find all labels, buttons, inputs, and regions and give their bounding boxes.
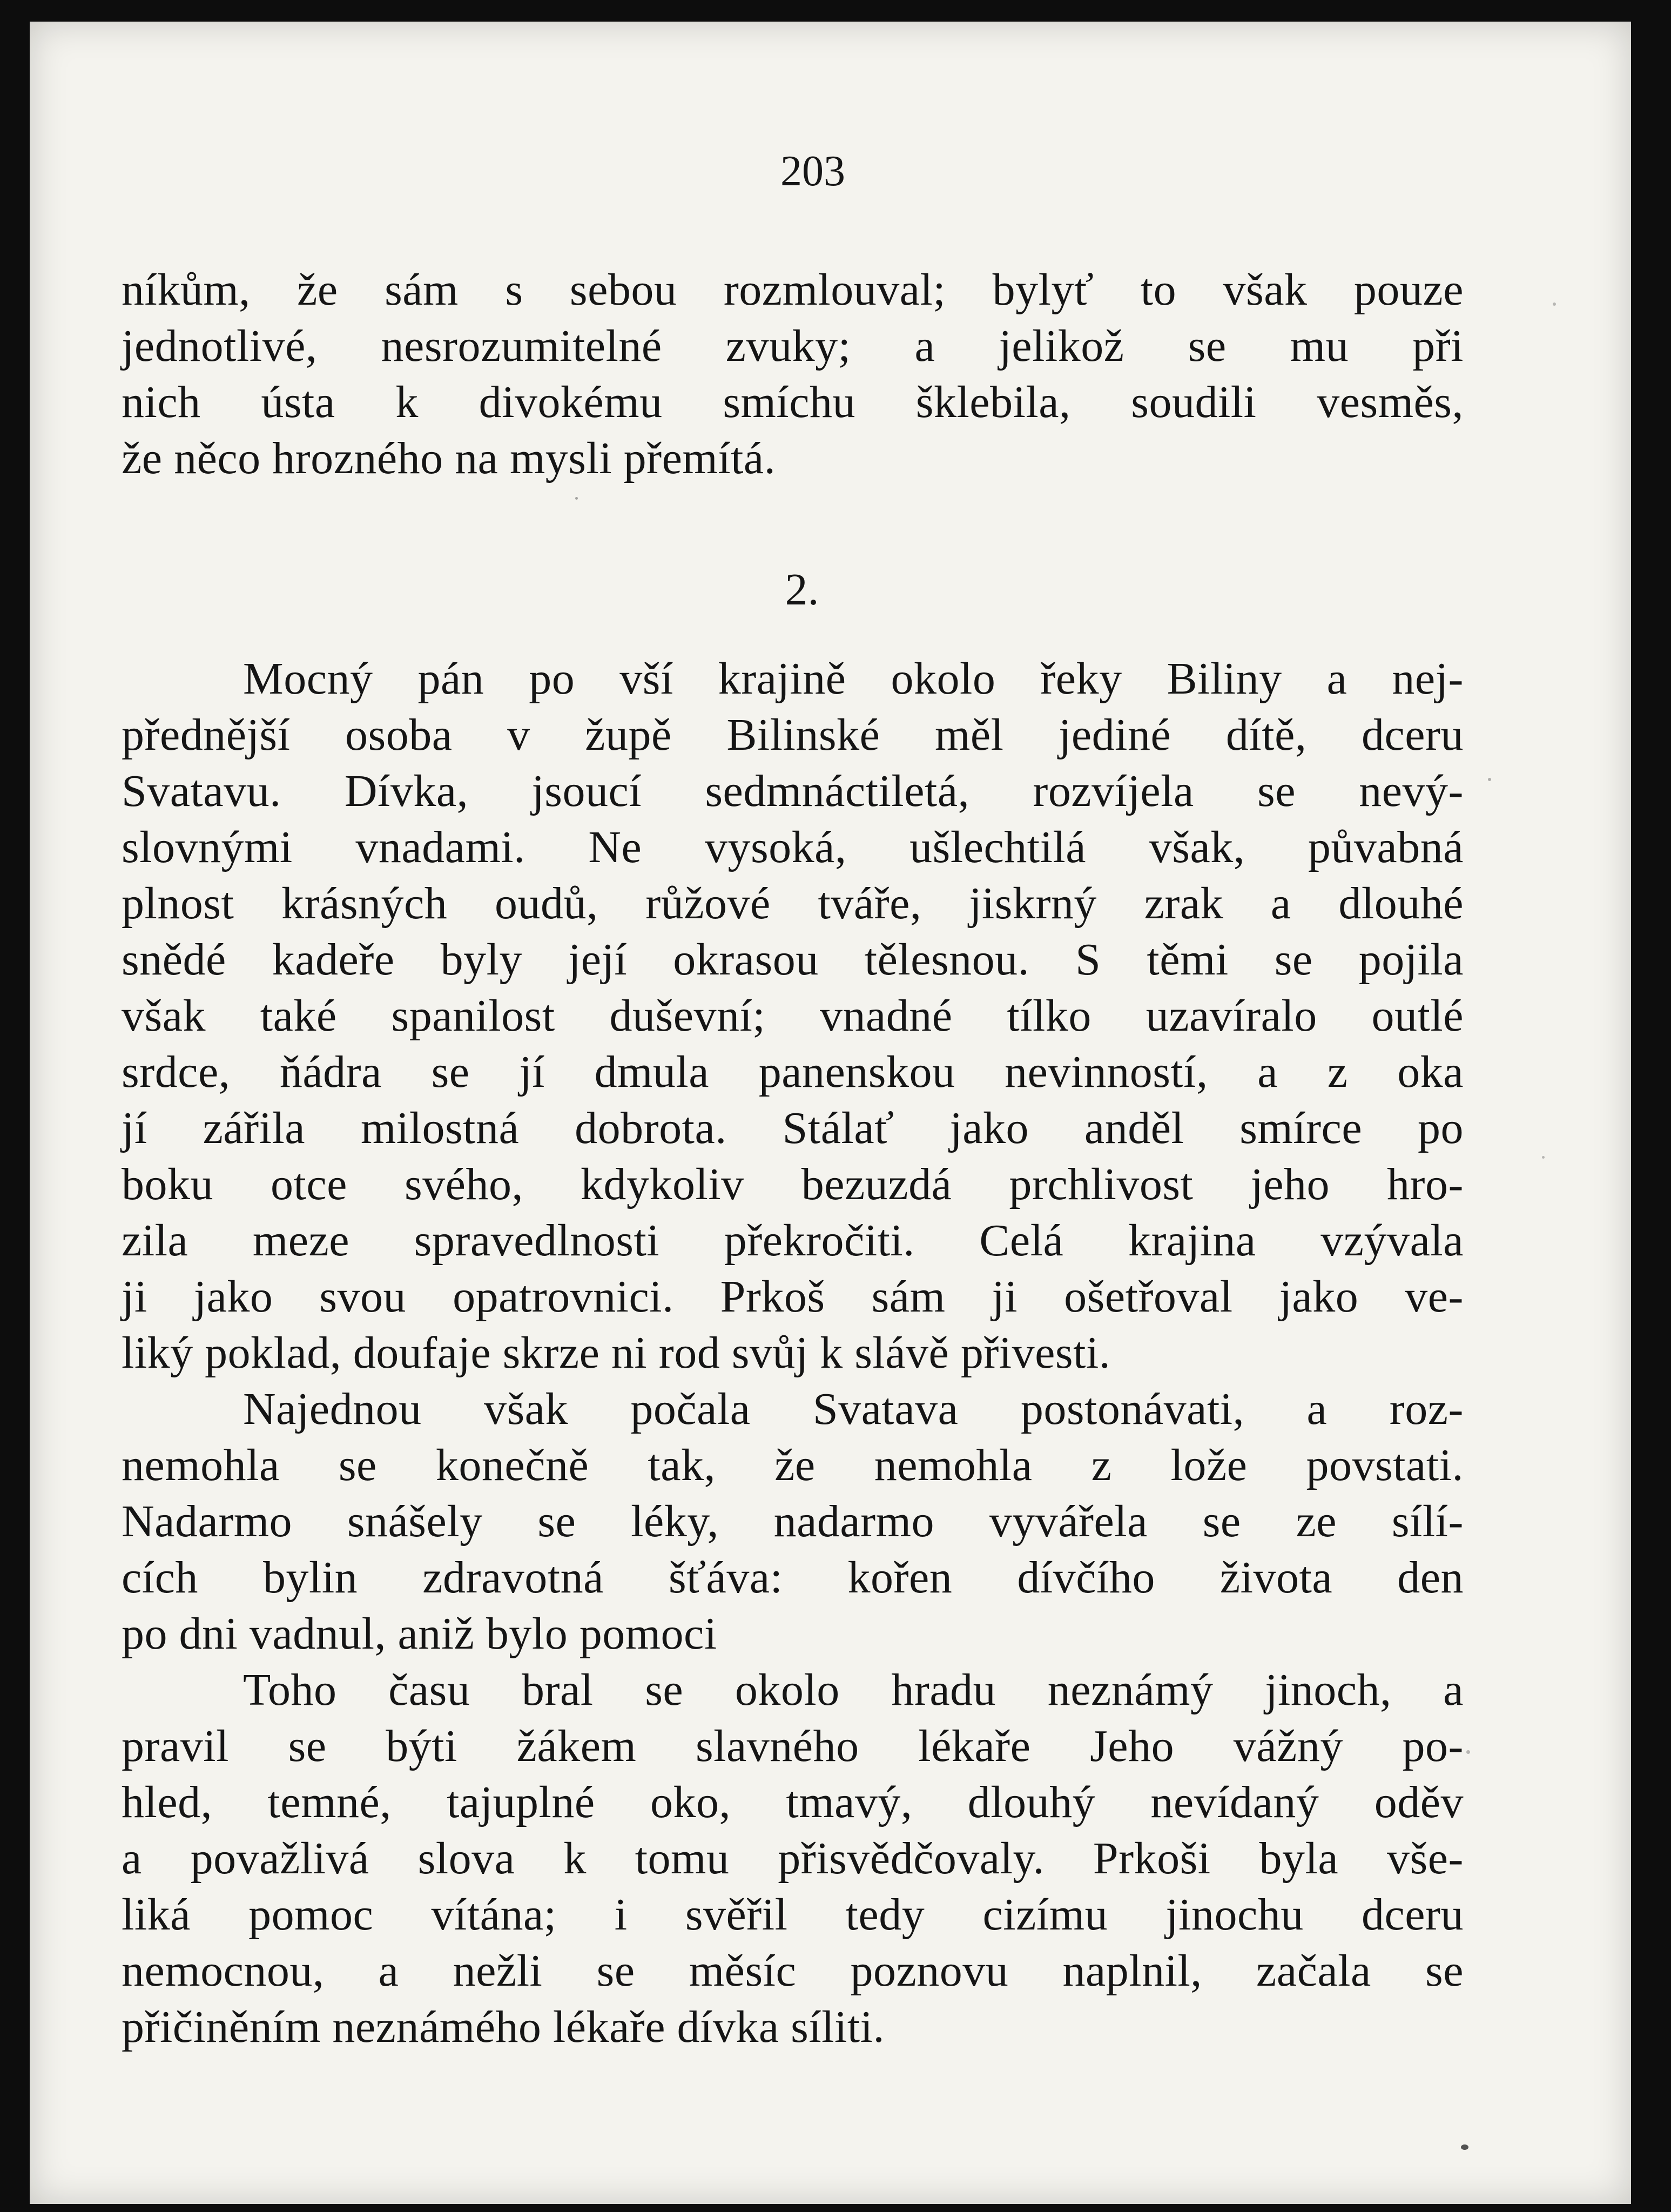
text-line: hled, temné, tajuplné oko, tmavý, dlouhý nevídaný oděv <box>122 1777 1464 1827</box>
paper-speck <box>1488 778 1491 781</box>
text-line: srdce, ňádra se jí dmula panenskou nevinností, a z oka <box>122 1047 1464 1097</box>
text-line: nemohla se konečně tak, že nemohla z lože povstati. <box>122 1440 1464 1490</box>
text-line: přednější osoba v župě Bilinské měl jediné dítě, dceru <box>122 710 1464 760</box>
text-line: Mocný pán po vší krajině okolo řeky Biliny a nej- <box>243 654 1464 704</box>
text-line: jednotlivé, nesrozumitelné zvuky; a jelikož se mu při <box>122 321 1464 371</box>
text-line: však také spanilost duševní; vnadné tílko uzavíralo outlé <box>122 991 1464 1041</box>
text-line: zila meze spravedlnosti překročiti. Celá krajina vzývala <box>122 1215 1464 1266</box>
book-page <box>30 22 1631 2204</box>
text-line: že něco hrozného na mysli přemítá. <box>122 433 776 483</box>
text-line: nich ústa k divokému smíchu šklebila, soudili vesměs, <box>122 377 1464 427</box>
text-line: Toho času bral se okolo hradu neznámý jinoch, a <box>243 1665 1464 1715</box>
text-line: po dni vadnul, aniž bylo pomoci <box>122 1609 717 1659</box>
text-line: liká pomoc vítána; i svěřil tedy cizímu jinochu dceru <box>122 1890 1464 1940</box>
text-line: pravil se býti žákem slavného lékaře Jeho vážný po- <box>122 1721 1464 1771</box>
text-line: plnost krásných oudů, růžové tváře, jiskrný zrak a dlouhé <box>122 878 1464 929</box>
text-line: Nadarmo snášely se léky, nadarmo vyvářela se ze sílí- <box>122 1496 1464 1547</box>
text-line: Najednou však počala Svatava postonávati, a roz- <box>243 1384 1464 1434</box>
text-line: snědé kadeře byly její okrasou tělesnou. S těmi se pojila <box>122 934 1464 985</box>
text-line: cích bylin zdravotná šťáva: kořen dívčího života den <box>122 1552 1464 1603</box>
page-number: 203 <box>780 147 845 195</box>
text-line: slovnými vnadami. Ne vysoká, ušlechtilá však, půvabná <box>122 822 1464 872</box>
text-line: boku otce svého, kdykoliv bezuzdá prchlivost jeho hro- <box>122 1159 1464 1209</box>
paper-speck <box>1553 302 1556 306</box>
text-line: ji jako svou opatrovnici. Prkoš sám ji ošetřoval jako ve- <box>122 1272 1464 1322</box>
paper-speck <box>1542 1156 1545 1159</box>
text-line: přičiněním neznámého lékaře dívka síliti. <box>122 2002 885 2052</box>
text-line: a považlivá slova k tomu přisvědčovaly. Prkoši byla vše- <box>122 1833 1464 1884</box>
text-line: Svatavu. Dívka, jsoucí sedmnáctiletá, rozvíjela se nevý- <box>122 766 1464 816</box>
text-line: jí zářila milostná dobrota. Stálať jako anděl smírce po <box>122 1103 1464 1153</box>
section-number: 2. <box>785 564 819 615</box>
paper-speck <box>1466 1750 1470 1754</box>
text-line: liký poklad, doufaje skrze ni rod svůj k slávě přivesti. <box>122 1328 1111 1378</box>
text-line: níkům, že sám s sebou rozmlouval; bylyť to však pouze <box>122 265 1464 315</box>
paper-speck <box>575 497 578 500</box>
text-line: nemocnou, a nežli se měsíc poznovu naplnil, začala se <box>122 1946 1464 1996</box>
paper-speck <box>1461 2144 1468 2150</box>
